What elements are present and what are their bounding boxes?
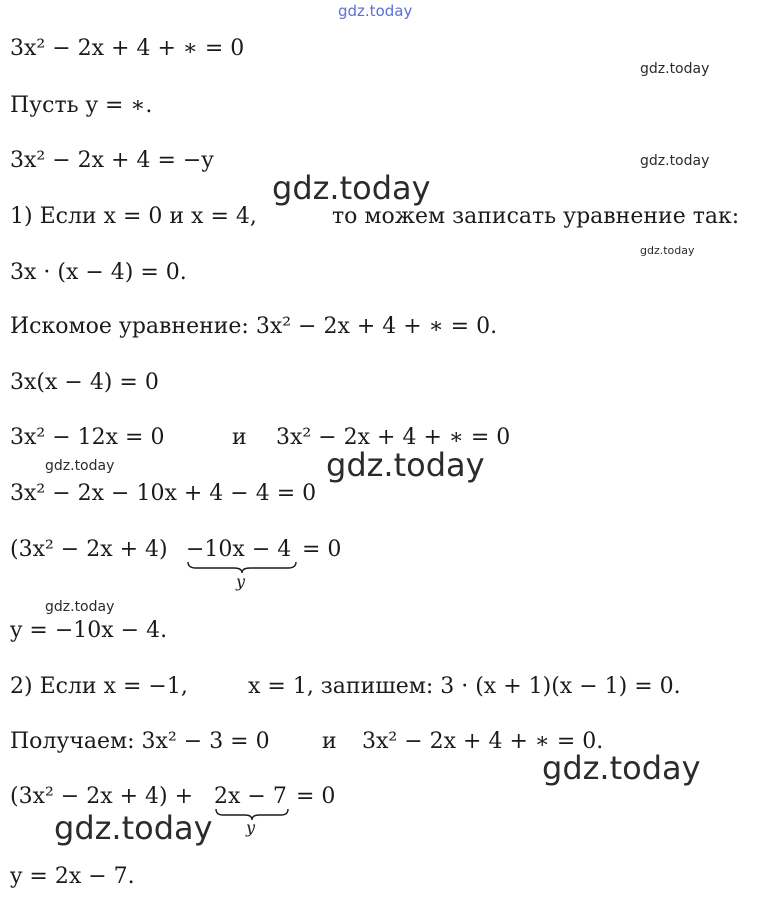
underbrace-2-label: y bbox=[246, 818, 256, 837]
equation-line-1: 3x² − 2x + 4 + ∗ = 0 bbox=[10, 36, 245, 61]
watermark-right-2: gdz.today bbox=[640, 153, 710, 169]
equation-line-6: Искомое уравнение: 3x² − 2x + 4 + ∗ = 0. bbox=[10, 314, 498, 339]
equation-line-11: y = −10x − 4. bbox=[10, 618, 168, 643]
watermark-left-small-1: gdz.today bbox=[45, 458, 115, 474]
watermark-left-large: gdz.today bbox=[54, 809, 213, 847]
equation-line-9: 3x² − 2x − 10x + 4 − 4 = 0 bbox=[10, 481, 317, 506]
watermark-center-large-1: gdz.today bbox=[272, 169, 431, 207]
equation-line-10-left: (3x² − 2x + 4) bbox=[10, 537, 168, 562]
equation-line-10-braced: −10x − 4 bbox=[186, 537, 292, 562]
equation-line-4-left: 1) Если x = 0 и x = 4, bbox=[10, 204, 257, 229]
equation-line-5: 3x · (x − 4) = 0. bbox=[10, 260, 187, 285]
underbrace-1-label: y bbox=[236, 572, 246, 591]
equation-line-14-braced: 2x − 7 bbox=[214, 784, 287, 809]
equation-line-15: y = 2x − 7. bbox=[10, 864, 135, 889]
equation-line-3: 3x² − 2x + 4 = −y bbox=[10, 148, 214, 173]
equation-line-14-left: (3x² − 2x + 4) + bbox=[10, 784, 194, 809]
equation-line-13-right: 3x² − 2x + 4 + ∗ = 0. bbox=[362, 729, 604, 754]
watermark-left-small-2: gdz.today bbox=[45, 599, 115, 615]
equation-line-7: 3x(x − 4) = 0 bbox=[10, 370, 159, 395]
equation-line-8-right: 3x² − 2x + 4 + ∗ = 0 bbox=[276, 425, 511, 450]
equation-line-8-conj: и bbox=[232, 425, 247, 450]
equation-line-13-left: Получаем: 3x² − 3 = 0 bbox=[10, 729, 270, 754]
equation-line-12-right: x = 1, запишем: 3 · (x + 1)(x − 1) = 0. bbox=[248, 674, 681, 699]
equation-line-2: Пусть y = ∗. bbox=[10, 93, 153, 118]
equation-line-12-left: 2) Если x = −1, bbox=[10, 674, 188, 699]
equation-line-10-right: = 0 bbox=[302, 537, 342, 562]
watermark-center-large-2: gdz.today bbox=[326, 446, 485, 484]
watermark-right-1: gdz.today bbox=[640, 61, 710, 77]
watermark-right-large: gdz.today bbox=[542, 749, 701, 787]
watermark-top: gdz.today bbox=[338, 2, 413, 20]
watermark-right-tiny: gdz.today bbox=[640, 244, 695, 257]
equation-line-4-right: то можем записать уравнение так: bbox=[332, 204, 740, 229]
equation-line-13-conj: и bbox=[322, 729, 337, 754]
equation-line-14-right: = 0 bbox=[296, 784, 336, 809]
equation-line-8-left: 3x² − 12x = 0 bbox=[10, 425, 165, 450]
